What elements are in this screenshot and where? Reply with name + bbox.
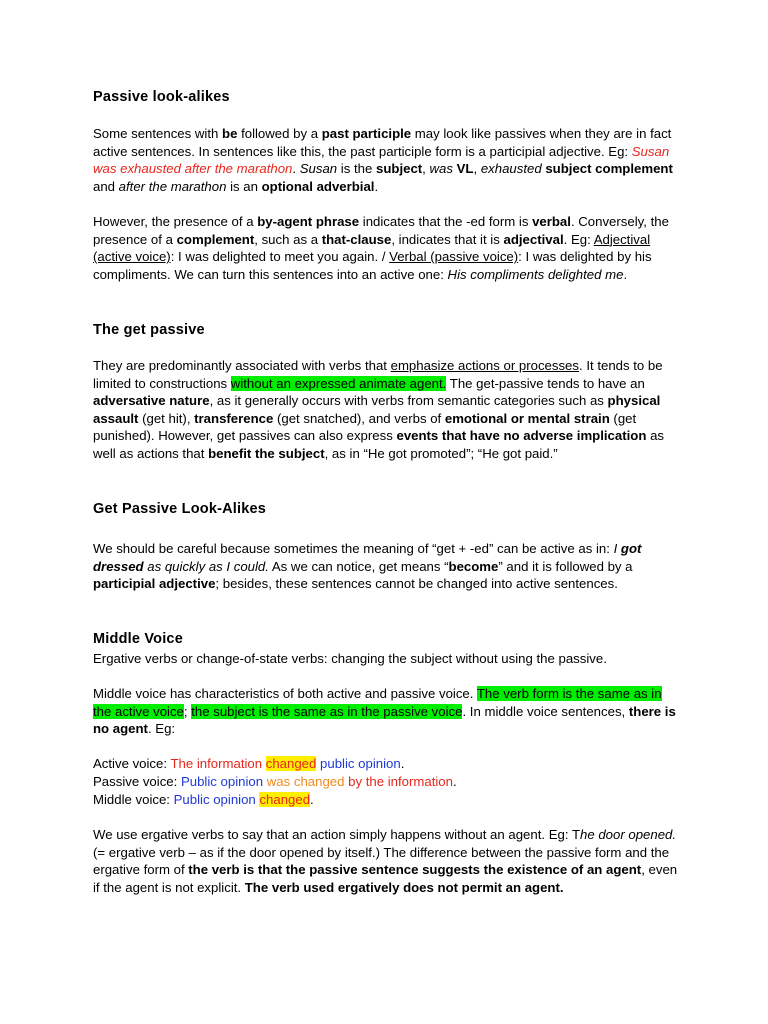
- green-highlight: the subject is the same as in the passive voice: [191, 703, 463, 719]
- paragraph-get-passive-look-alikes: We should be careful because sometimes the meaning of “get + -ed” can be active as in: I got dressed as quickly as I could. As we can notice, get means “become” and it is followed by a participial adjective; besides, these sentences cannot be changed into active sentences.: [93, 541, 642, 592]
- green-highlight: The verb form is the same as in the active voice: [93, 686, 662, 719]
- paragraph-ergative-usage: We use ergative verbs to say that an action simply happens without an agent. Eg: The door opened. (= ergative verb – as if the door opened by itself.) The difference between the passive form and the ergative form of the verb is that the passive sentence suggests the existence of an agent, even if the agent is not explicit. The verb used ergatively does not permit an agent.: [93, 827, 678, 895]
- green-highlight: without an expressed animate agent.: [230, 375, 447, 391]
- paragraph-passive-look-alikes-intro: Some sentences with be followed by a past participle may look like passives when they are in fact active sentences. In sentences like this, the past participle form is a participial adjective. Eg: Susan was exhausted after the marathon. Susan is the subject, was VL, exhausted subject complement and after the marathon is an optional adverbial.: [93, 126, 673, 194]
- paragraph-ergative-verbs: Ergative verbs or change-of-state verbs: changing the subject without using the passive.: [93, 651, 607, 666]
- example-middle-voice: Middle voice: Public opinion changed.: [93, 792, 314, 807]
- heading-get-passive-look-alikes: Get Passive Look-Alikes: [93, 501, 267, 517]
- example-active-voice: Active voice: The information changed public opinion.: [93, 756, 405, 771]
- paragraph-by-agent-phrase: However, the presence of a by-agent phrase indicates that the -ed form is verbal. Conversely, the presence of a complement, such as a that-clause, indicates that it is adjectival. Eg: Adjectival (active voice): I was delighted to meet you again. / Verbal (passive voice): I was delighted by his compliments. We can turn this sentences into an active one: His compliments delighted me.: [93, 214, 669, 282]
- heading-get-passive: The get passive: [93, 322, 205, 338]
- heading-passive-look-alikes: Passive look-alikes: [93, 89, 230, 105]
- example-passive-voice: Passive voice: Public opinion was changed by the information.: [93, 774, 457, 789]
- paragraph-get-passive: They are predominantly associated with verbs that emphasize actions or processes. It tends to be limited to constructions without an expressed animate agent. The get-passive tends to have an adversative nature, as it generally occurs with verbs from semantic categories such as physical assault (get hit), transference (get snatched), and verbs of emotional or mental strain (get punished). However, get passives can also express events that have no adverse implication as well as actions that benefit the subject, as in “He got promoted”; “He got paid.”: [93, 358, 664, 461]
- paragraph-middle-voice: Middle voice has characteristics of both active and passive voice. The verb form is the same as in the active voice; the subject is the same as in the passive voice. In middle voice sentences, there is no agent. Eg:: [93, 686, 676, 737]
- heading-middle-voice: Middle Voice: [93, 631, 183, 647]
- example-sentence: Susan was exhausted after the marathon: [93, 143, 670, 177]
